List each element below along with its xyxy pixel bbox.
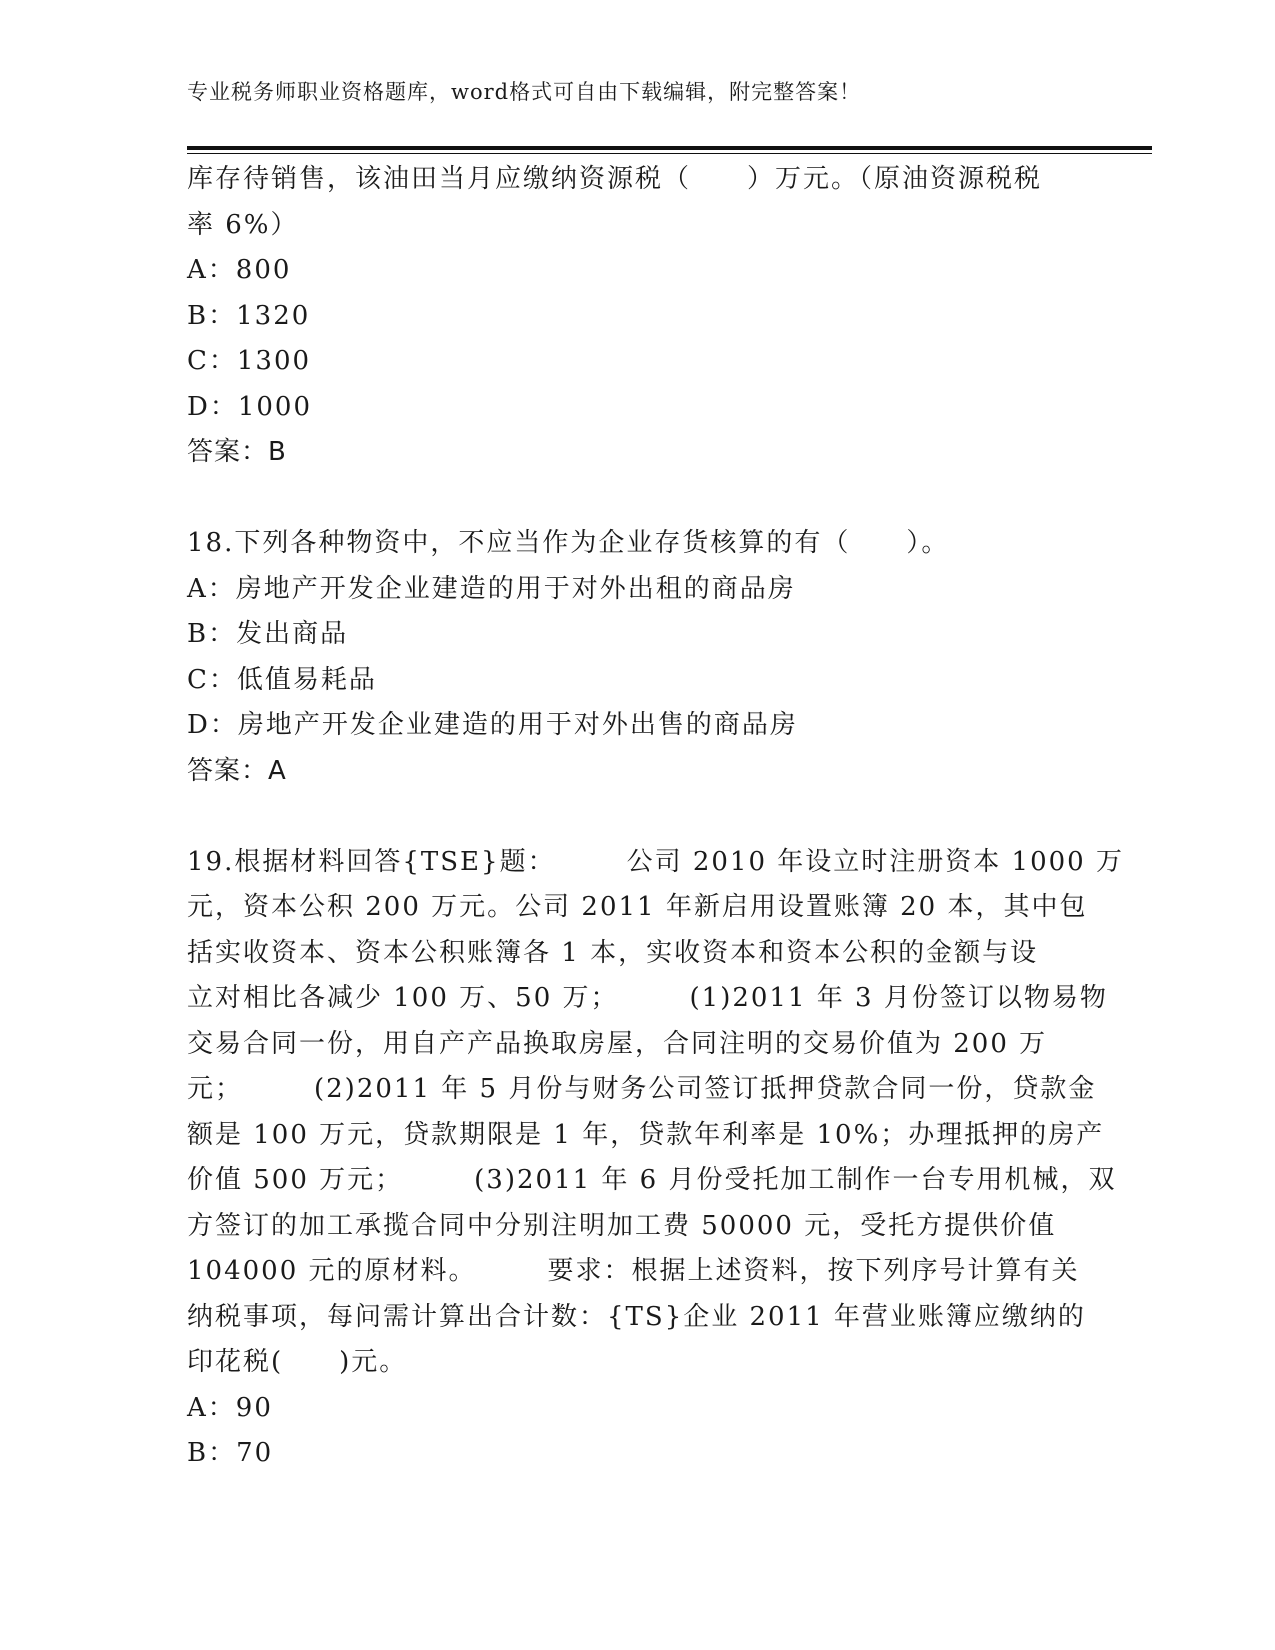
document-body — [187, 157, 1124, 1477]
question-18-option-a: A：房地产开发企业建造的用于对外出租的商品房 — [187, 573, 796, 604]
question-19-stem-line: 元，资本公积 200 万元。公司 2011 年新启用设置账簿 20 本，其中包 — [187, 892, 1088, 922]
question-19-stem-line: 括实收资本、资本公积账簿各 1 本，实收资本和资本公积的金额与设 — [187, 937, 1039, 968]
question-19-stem-line: 额是 100 万元，贷款期限是 1 年，贷款年利率是 10%；办理抵押的房产 — [187, 1119, 1105, 1150]
question-19-stem-line: 19.根据材料回答{TSE}题： 公司 2010 年设立时注册资本 1000 万 — [187, 846, 1124, 877]
question-17-stem-line: 库存待销售，该油田当月应缴纳资源税（ ）万元。（原油资源税税 — [187, 164, 1043, 194]
spacer — [187, 476, 1087, 522]
question-19-stem-line: 价值 500 万元； (3)2011 年 6 月份受托加工制作一台专用机械，双 — [187, 1165, 1117, 1195]
header-rule-thick — [187, 146, 1152, 150]
question-17-option-a: A：800 — [187, 255, 292, 285]
question-19-stem-line: 方签订的加工承揽合同中分别注明加工费 50000 元，受托方提供价值 — [187, 1210, 1057, 1241]
question-19-stem-line: 印花税( )元。 — [187, 1347, 408, 1377]
question-19-option-b: B：70 — [187, 1438, 274, 1468]
question-17-stem-line: 率 6%） — [187, 209, 299, 240]
spacer — [187, 794, 1087, 840]
question-17-option-c: C：1300 — [187, 346, 312, 376]
question-18-answer: 答案：A — [187, 755, 287, 786]
question-17-answer: 答案：B — [187, 437, 287, 467]
question-17 — [187, 157, 1087, 476]
question-18-option-d: D：房地产开发企业建造的用于对外出售的商品房 — [187, 710, 798, 740]
question-18 — [187, 521, 1087, 794]
question-19-stem-line: 元； (2)2011 年 5 月份与财务公司签订抵押贷款合同一份，贷款金 — [187, 1074, 1097, 1104]
question-18-option-b: B：发出商品 — [187, 619, 349, 649]
question-19-stem-line: 交易合同一份，用自产产品换取房屋，合同注明的交易价值为 200 万 — [187, 1028, 1048, 1059]
header-rule-thin — [187, 153, 1152, 154]
question-19-stem-line: 立对相比各减少 100 万、50 万； (1)2011 年 3 月份签订以物易物 — [187, 983, 1108, 1013]
question-19-option-a: A：90 — [187, 1392, 273, 1423]
question-19-stem-line: 104000 元的原材料。 要求：根据上述资料，按下列序号计算有关 — [187, 1256, 1080, 1286]
page-header: 专业税务师职业资格题库，word格式可自由下载编辑，附完整答案！ — [187, 80, 862, 104]
question-17-option-d: D：1000 — [187, 391, 313, 422]
question-19 — [187, 840, 1124, 1477]
question-17-option-b: B：1320 — [187, 300, 311, 331]
question-18-stem-line: 18.下列各种物资中，不应当作为企业存货核算的有（ ）。 — [187, 528, 950, 558]
question-18-option-c: C：低值易耗品 — [187, 664, 377, 695]
question-19-stem-line: 纳税事项，每问需计算出合计数：{TS}企业 2011 年营业账簿应缴纳的 — [187, 1301, 1086, 1332]
